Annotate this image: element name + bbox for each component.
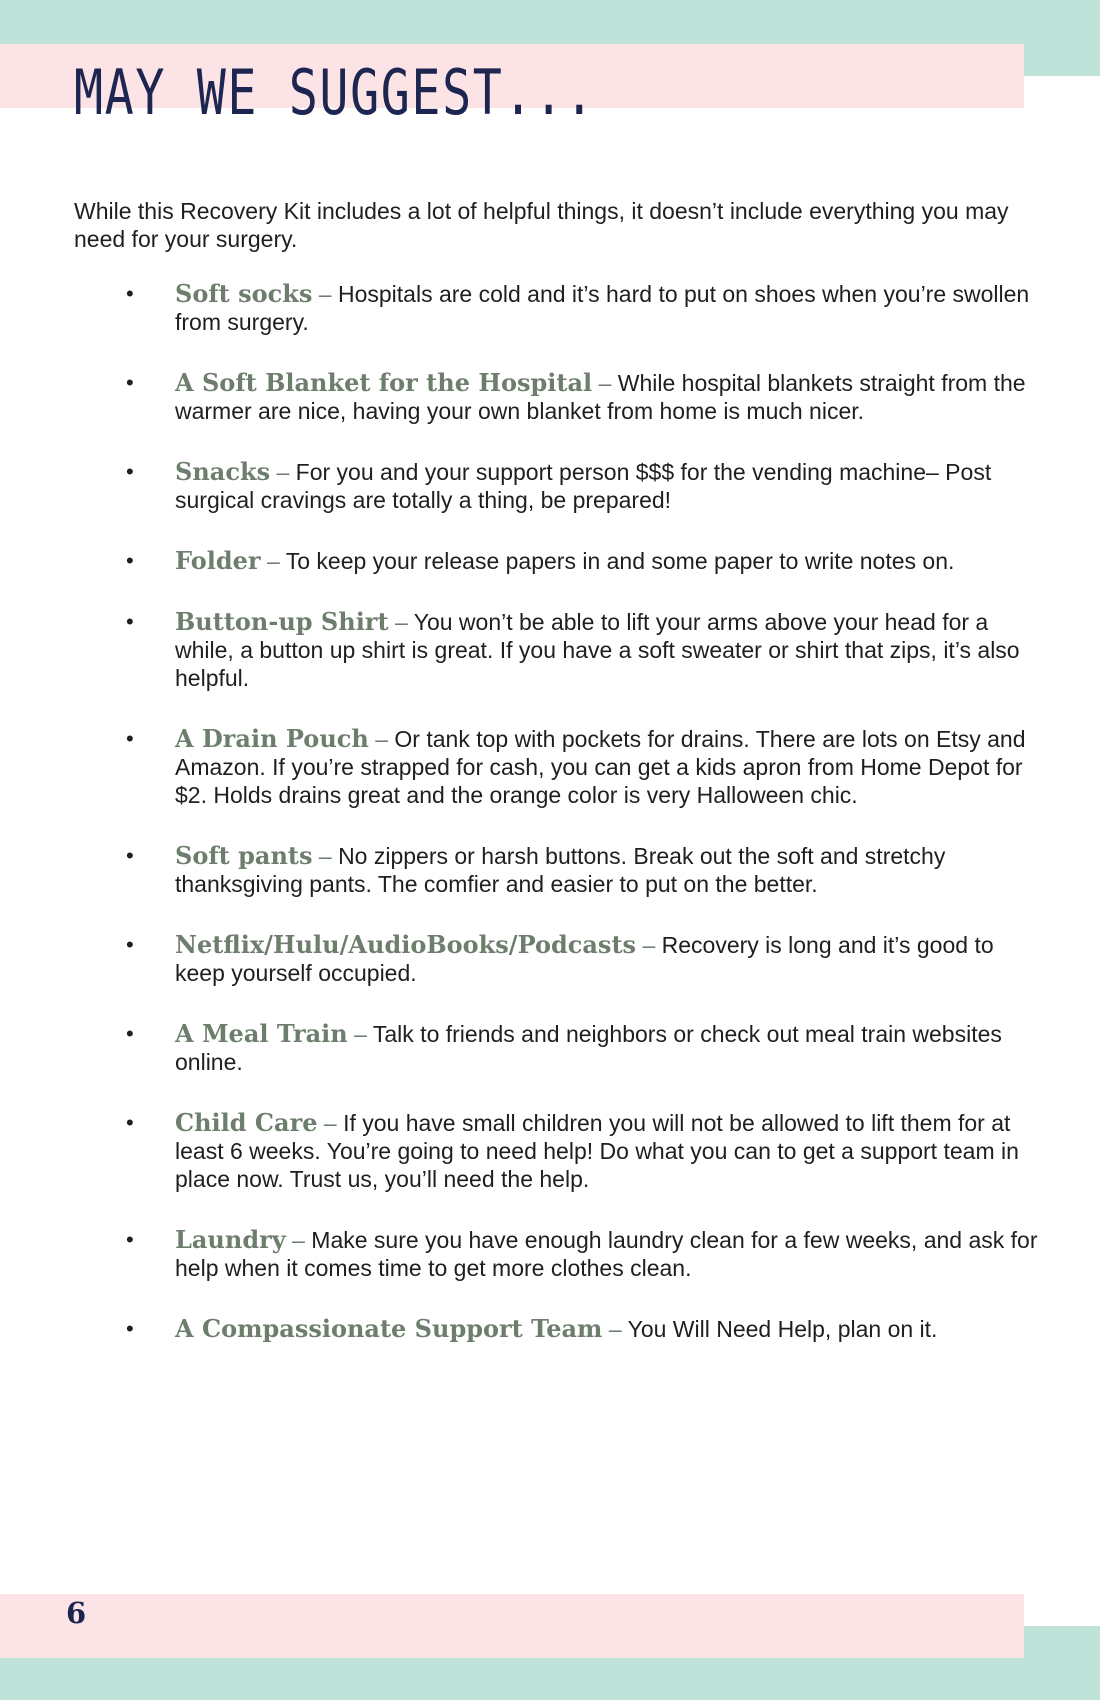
list-item <box>0 1109 1040 1193</box>
bullet-icon: • <box>126 548 134 573</box>
item-separator: – <box>642 932 656 958</box>
bottom-pink-band <box>0 1594 1024 1658</box>
item-separator: – <box>394 609 408 635</box>
item-separator: – <box>354 1021 367 1047</box>
item-term: A Soft Blanket for the Hospital <box>175 368 593 397</box>
item-separator: – <box>598 370 612 396</box>
list-item <box>0 280 1040 336</box>
page-title: MAY WE SUGGEST... <box>74 56 596 129</box>
item-separator: – <box>608 1316 622 1342</box>
list-item <box>0 842 1040 898</box>
item-separator: – <box>276 459 290 485</box>
item-term: Soft socks <box>175 279 313 308</box>
bottom-mint-band <box>0 1658 1100 1700</box>
item-text: Make sure you have enough laundry clean for a few weeks, and ask for help when it comes time to get more clothes clean. <box>175 1227 1038 1281</box>
item-text: Recovery is long and it’s good to keep yourself occupied. <box>175 932 994 986</box>
item-text: Or tank top with pockets for drains. There are lots on Etsy and Amazon. If you’re strapped for cash, you can get a kids apron from Home Depot for $2. Holds drains great and the orange color is very Halloween chic. <box>175 726 1026 808</box>
bullet-icon: • <box>126 843 134 868</box>
item-text: No zippers or harsh buttons. Break out the soft and stretchy thanksgiving pants. The comfier and easier to put on the better. <box>175 843 946 897</box>
top-right-mint-block <box>1024 0 1100 76</box>
top-mint-band <box>0 0 1100 44</box>
item-separator: – <box>318 843 332 869</box>
item-text: Hospitals are cold and it’s hard to put on shoes when you’re swollen from surgery. <box>175 281 1030 335</box>
list-item <box>0 369 1040 425</box>
bullet-icon: • <box>126 1227 134 1252</box>
bullet-icon: • <box>126 609 134 634</box>
bullet-icon: • <box>126 281 134 306</box>
bullet-icon: • <box>126 370 134 395</box>
bullet-icon: • <box>126 1021 134 1046</box>
bullet-icon: • <box>126 1316 134 1341</box>
suggestion-list <box>0 280 1100 1376</box>
item-separator: – <box>318 281 332 307</box>
list-item <box>0 1226 1040 1282</box>
item-text: If you have small children you will not be allowed to lift them for at least 6 weeks. You’re going to need help! Do what you can to get a support team in place now. Trust us, you’ll need the help. <box>175 1110 1019 1192</box>
page-number: 6 <box>66 1596 87 1630</box>
item-term: Button-up Shirt <box>175 607 389 636</box>
list-item <box>0 458 1040 514</box>
list-item <box>0 931 1040 987</box>
bullet-icon: • <box>126 726 134 751</box>
item-separator: – <box>266 548 280 574</box>
item-text: While hospital blankets straight from the warmer are nice, having your own blanket from home is much nicer. <box>175 370 1026 424</box>
item-term: Folder <box>175 546 261 575</box>
item-text: To keep your release papers in and some paper to write notes on. <box>285 548 955 574</box>
list-item <box>0 1315 1040 1343</box>
item-text: For you and your support person $$$ for the vending machine– Post surgical cravings are totally a thing, be prepared! <box>175 459 992 513</box>
bullet-icon: • <box>126 1110 134 1135</box>
item-term: A Drain Pouch <box>175 724 369 753</box>
item-term: A Meal Train <box>175 1019 348 1048</box>
item-text: You won’t be able to lift your arms above your head for a while, a button up shirt is great. If you have a soft sweater or shirt that zips, it’s also helpful. <box>175 609 1020 691</box>
list-item <box>0 1020 1040 1076</box>
item-text: You Will Need Help, plan on it. <box>627 1316 938 1342</box>
item-term: Soft pants <box>175 841 313 870</box>
list-item <box>0 725 1040 809</box>
item-text: Talk to friends and neighbors or check out meal train websites online. <box>175 1021 1002 1075</box>
item-term: Laundry <box>175 1225 286 1254</box>
item-term: Netflix/Hulu/AudioBooks/Podcasts <box>175 930 637 959</box>
intro-paragraph: While this Recovery Kit includes a lot of helpful things, it doesn’t include everything you may need for your surgery. <box>74 198 1009 252</box>
item-separator: – <box>292 1227 305 1253</box>
bullet-icon: • <box>126 459 134 484</box>
list-item <box>0 547 1040 575</box>
item-term: Snacks <box>175 457 271 486</box>
bullet-icon: • <box>126 932 134 957</box>
item-term: A Compassionate Support Team <box>175 1314 603 1343</box>
item-separator: – <box>323 1110 337 1136</box>
bottom-right-mint-block <box>1024 1626 1100 1700</box>
list-item <box>0 608 1040 692</box>
item-term: Child Care <box>175 1108 318 1137</box>
item-separator: – <box>375 726 389 752</box>
